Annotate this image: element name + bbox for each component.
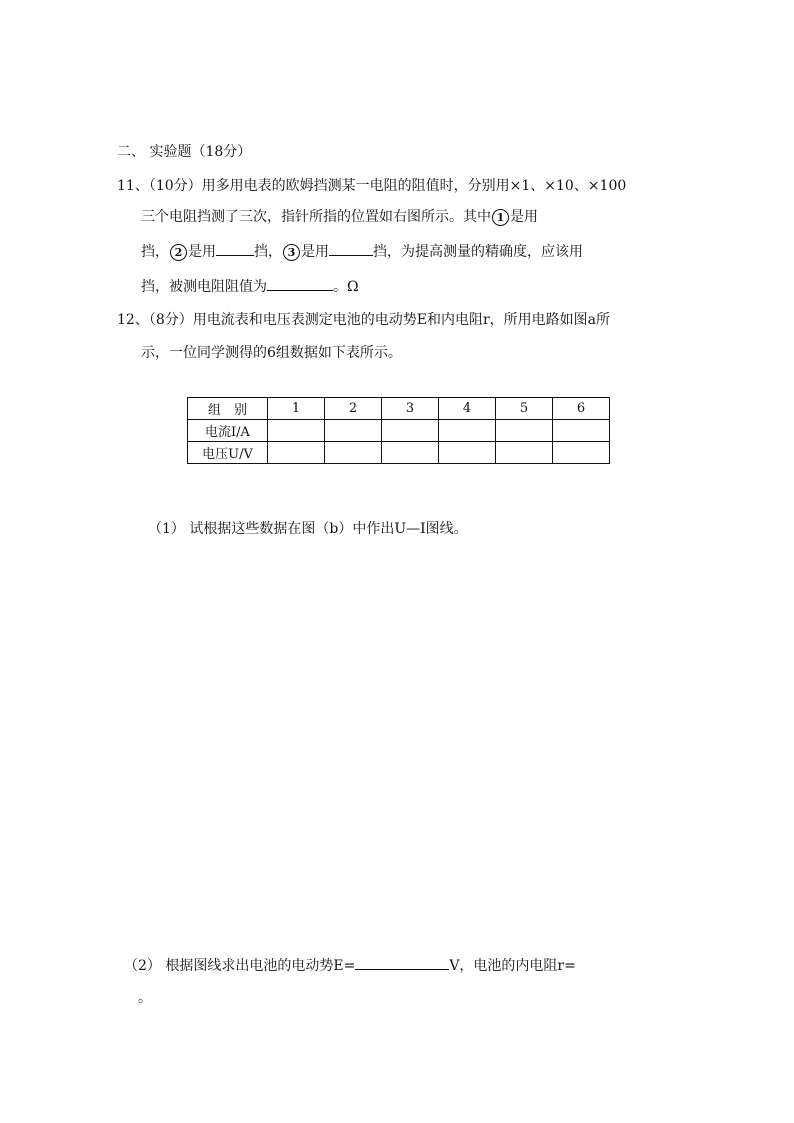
table-cell[interactable] xyxy=(325,420,382,442)
q12-text-1: （8分）用电流表和电压表测定电池的电动势E和内电阻r，所用电路如图a所 xyxy=(148,312,610,328)
row-label-voltage: 电压U/V xyxy=(188,442,268,464)
circle-1-icon: 1 xyxy=(492,209,509,226)
table-header-cell: 3 xyxy=(382,398,439,420)
answer-blank-emf[interactable] xyxy=(355,955,449,970)
q11-line3: 挡， 2 是用 挡， 3 是用 挡，为提高测量的精确度，应该用 xyxy=(141,241,583,262)
q12-part1: （1） 试根据这些数据在图（b）中作出U—I图线。 xyxy=(148,521,468,537)
table-cell[interactable] xyxy=(268,442,325,464)
table-row xyxy=(188,398,610,420)
answer-blank-2[interactable] xyxy=(216,241,254,256)
data-table xyxy=(187,397,610,464)
table-header-cell: 2 xyxy=(325,398,382,420)
table-cell[interactable] xyxy=(382,442,439,464)
table-cell[interactable] xyxy=(496,420,553,442)
row-label-current: 电流I/A xyxy=(188,420,268,442)
answer-blank-3[interactable] xyxy=(329,241,373,256)
circle-2-icon: 2 xyxy=(170,244,187,261)
table-header-cell: 5 xyxy=(496,398,553,420)
q12-part2-end: 。 xyxy=(138,990,152,1006)
table-header-cell: 1 xyxy=(268,398,325,420)
table-cell[interactable] xyxy=(553,442,610,464)
table-header-label: 组 别 xyxy=(188,398,268,420)
table-cell[interactable] xyxy=(268,420,325,442)
q11-line4: 挡，被测电阻阻值为 。Ω xyxy=(141,276,359,297)
q12-line1 xyxy=(117,310,610,330)
circle-3-icon: 3 xyxy=(283,244,300,261)
q11-number: 11、 xyxy=(117,178,149,194)
table-row xyxy=(188,420,610,442)
section-title: 二、 实验题（18分） xyxy=(117,144,252,160)
q11-line1 xyxy=(117,176,626,196)
table-header-cell: 4 xyxy=(439,398,496,420)
q12-part2: （2） 根据图线求出电池的电动势E= V，电池的内电阻r= xyxy=(124,955,576,976)
table-cell[interactable] xyxy=(496,442,553,464)
table-cell[interactable] xyxy=(553,420,610,442)
table-row xyxy=(188,442,610,464)
q11-line2: 三个电阻挡测了三次，指针所指的位置如右图所示。其中 1 是用 xyxy=(141,209,538,225)
table-header-cell: 6 xyxy=(553,398,610,420)
answer-blank-resistance[interactable] xyxy=(267,276,333,291)
table-cell[interactable] xyxy=(382,420,439,442)
table-cell[interactable] xyxy=(325,442,382,464)
table-cell[interactable] xyxy=(439,442,496,464)
q12-line2: 示，一位同学测得的6组数据如下表所示。 xyxy=(141,345,402,361)
q11-text-1: （10分）用多用电表的欧姆挡测某一电阻的阻值时，分别用×1、×10、×100 xyxy=(148,178,627,194)
q12-number: 12、 xyxy=(117,312,149,328)
table-cell[interactable] xyxy=(439,420,496,442)
